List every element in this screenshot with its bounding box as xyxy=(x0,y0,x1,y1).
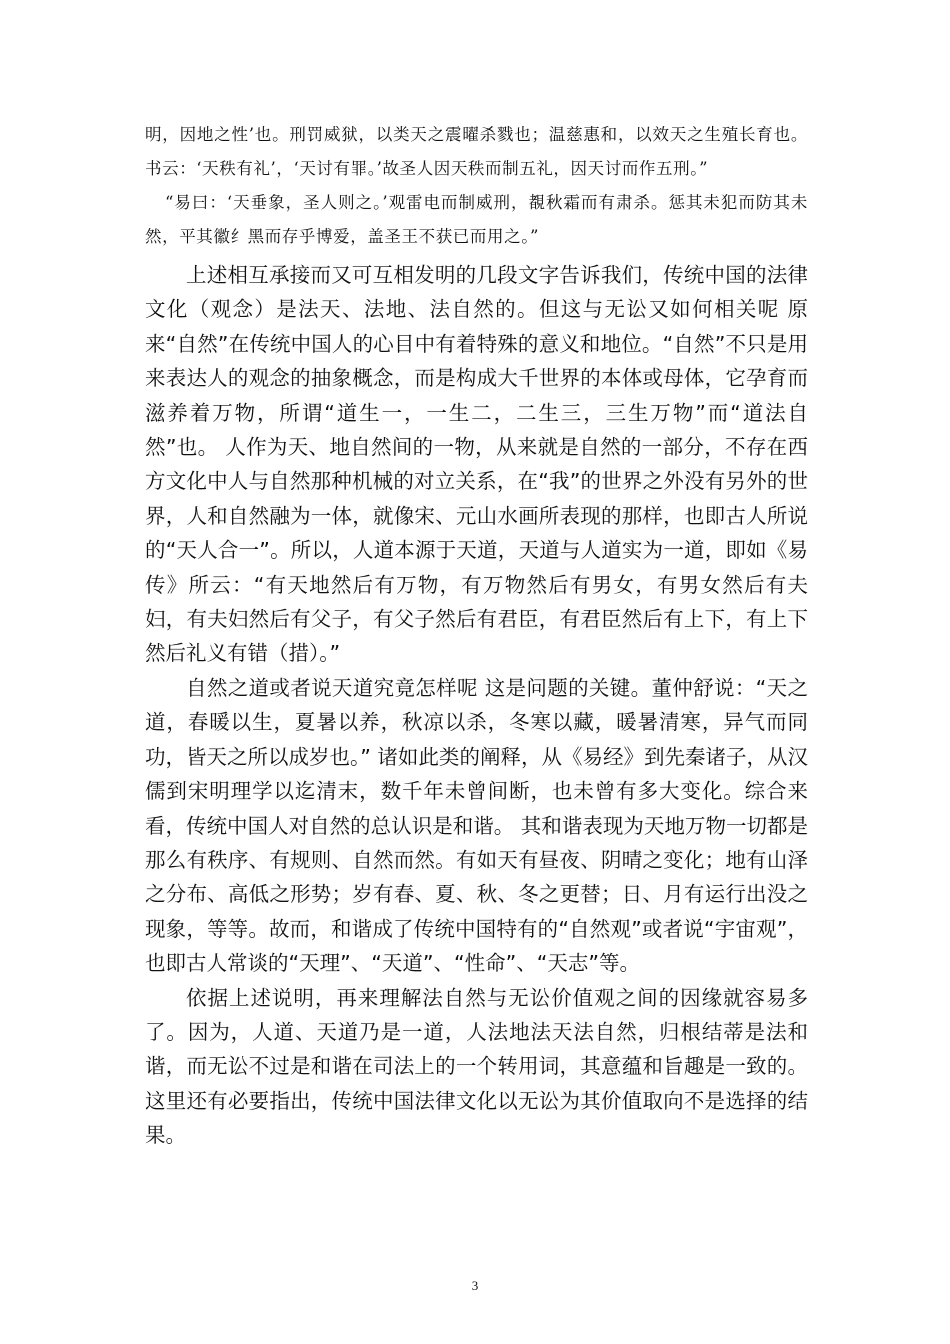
page-number: 3 xyxy=(471,1278,479,1293)
paragraph-2: 自然之道或者说天道究竟怎样呢 这是问题的关键。董仲舒说：“天之道，春暖以生，夏暑以养，秋凉以杀，冬寒以藏，暖暑清寒，异气而同功，皆天之所以成岁也。” 诸如此类的阐释，从《易经》到先秦诸子，从汉儒到宋明理学以迄清末，数千年未曾间断，也未曾有多大变化。综合来看，传统中国人对自然的总认识是和谐。 其和谐表现为天地万物一切都是那么有秩序、有规则、自然而然。有如天有昼夜、阴晴之变化；地有山泽之分布、高低之形势；岁有春、夏、秋、冬之更替；日、月有运行出没之现象，等等。故而，和谐成了传统中国特有的“自然观”或者说“宇宙观”，也即古人常谈的“天理”、“天道”、“性命”、“天志”等。 xyxy=(145,675,808,976)
quote-yi: “易曰：‘天垂象，圣人则之。’观雷电而制威刑，覩秋霜而有肃杀。惩其未犯而防其未然，平其徽纟黑而存乎博爱，盖圣王不获已而用之。” xyxy=(145,193,808,246)
paragraph-3: 依据上述说明，再来理解法自然与无讼价值观之间的因缘就容易多了。因为，人道、天道乃是一道，人法地法天法自然，归根结蒂是法和谐，而无讼不过是和谐在司法上的一个转用词，其意蕴和旨趣是一致的。这里还有必要指出，传统中国法律文化以无讼为其价值取向不是选择的结果。 xyxy=(145,985,808,1148)
paragraph-1: 上述相互承接而又可互相发明的几段文字告诉我们，传统中国的法律文化（观念）是法天、法地、法自然的。但这与无讼又如何相关呢 原来“自然”在传统中国人的心目中有着特殊的意义和地位。“自然”不只是用来表达人的观念的抽象概念，而是构成大千世界的本体或母体，它孕育而滋养着万物，所谓“道生一，一生二，二生三，三生万物”而“道法自然”也。 人作为天、地自然间的一物，从来就是自然的一部分，不存在西方文化中人与自然那种机械的对立关系，在“我”的世界之外没有另外的世界，人和自然融为一体，就像宋、元山水画所表现的那样，也即古人所说的“天人合一”。所以，人道本源于天道，天道与人道实为一道，即如《易传》所云：“有天地然后有万物，有万物然后有男女，有男女然后有夫妇，有夫妇然后有父子，有父子然后有君臣，有君臣然后有上下，有上下然后礼义有错（措）。” xyxy=(145,263,808,666)
quote-continuation: 明，因地之性’也。刑罚威狱，以类天之震曜杀戮也；温慈惠和，以效天之生殖长育也。书云：‘天秩有礼’，‘天讨有罪。’故圣人因天秩而制五礼，因天讨而作五刑。” xyxy=(145,125,808,178)
document-page xyxy=(145,118,808,1153)
